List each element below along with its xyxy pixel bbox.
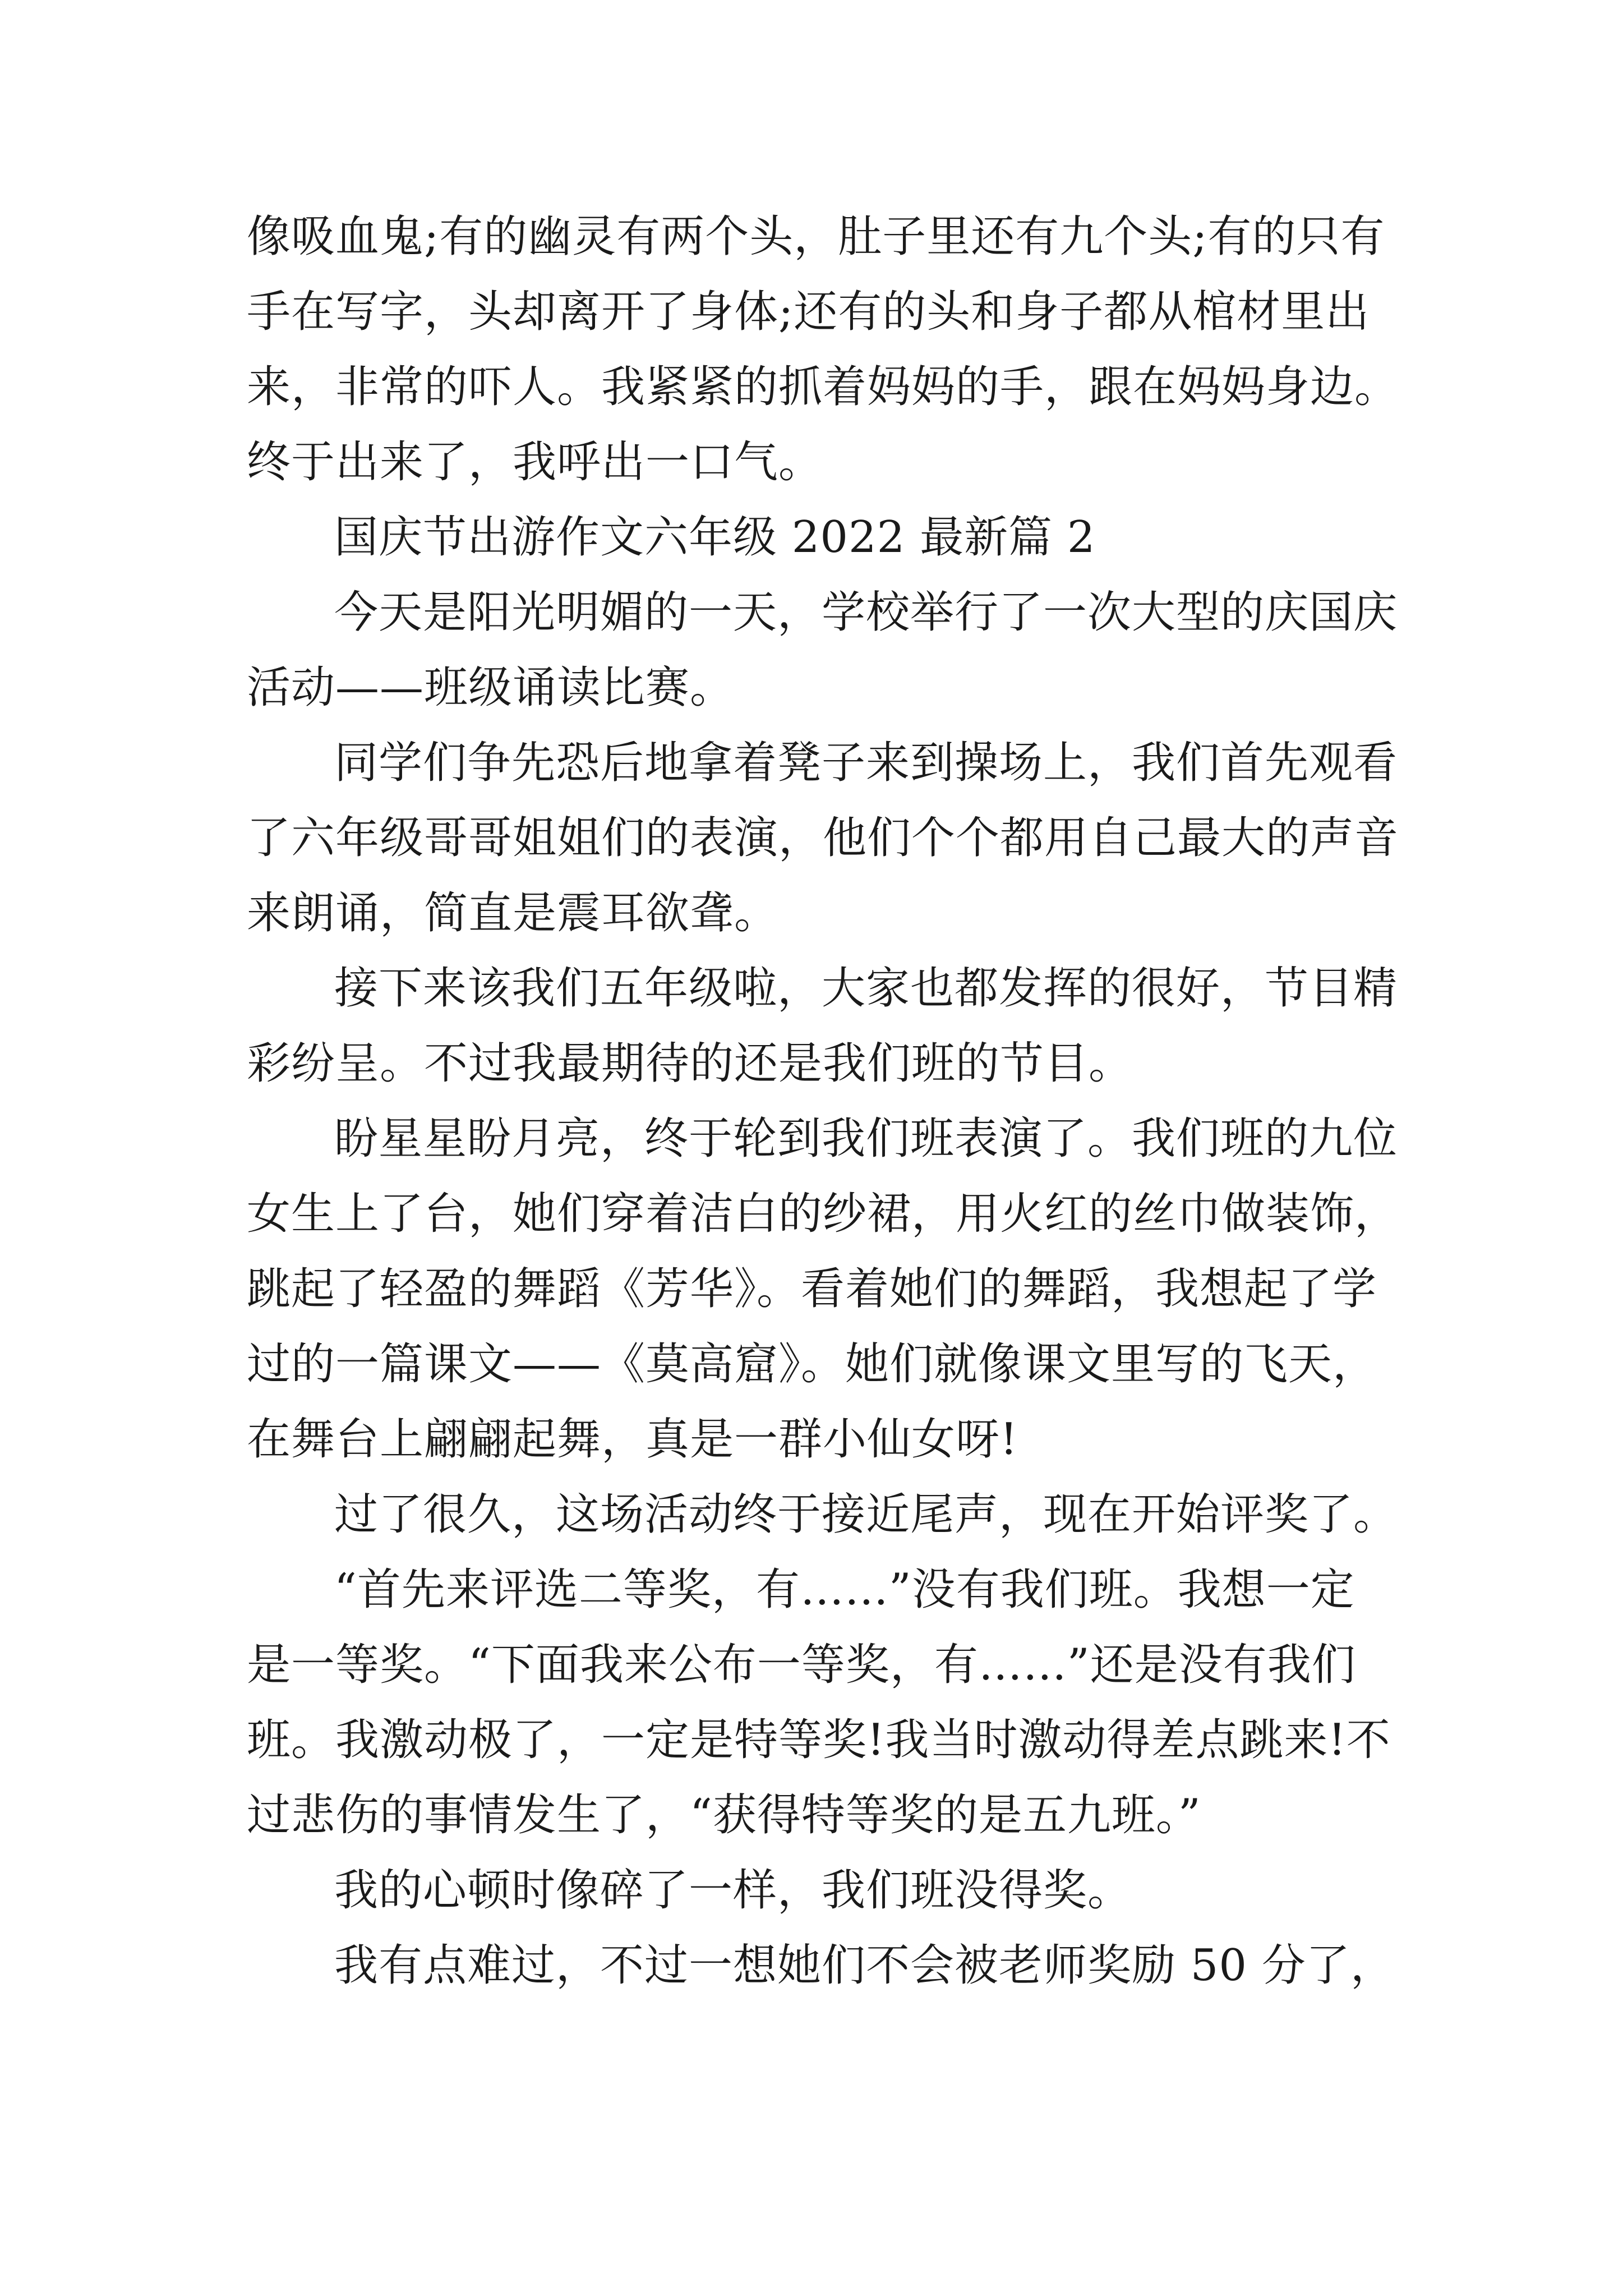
text-line: 像吸血鬼;有的幽灵有两个头，肚子里还有九个头;有的只有 <box>247 211 1385 262</box>
text-line: 同学们争先恐后地拿着凳子来到操场上，我们首先观看 <box>334 738 1398 788</box>
text-line: 过了很久，这场活动终于接近尾声，现在开始评奖了。 <box>334 1489 1398 1540</box>
text-line: 女生上了台，她们穿着洁白的纱裙，用火红的丝巾做装饰， <box>247 1189 1399 1239</box>
section-heading: 国庆节出游作文六年级 2022 最新篇 2 <box>334 512 1096 563</box>
text-line: 在舞台上翩翩起舞，真是一群小仙女呀! <box>247 1414 1018 1465</box>
text-line: 过的一篇课文——《莫高窟》。她们就像课文里写的飞天， <box>247 1339 1377 1389</box>
text-line: 过悲伤的事情发生了，“获得特等奖的是五九班。” <box>247 1790 1201 1841</box>
text-line: 来，非常的吓人。我紧紧的抓着妈妈的手，跟在妈妈身边。 <box>247 362 1399 412</box>
text-line: 彩纷呈。不过我最期待的还是我们班的节目。 <box>247 1038 1133 1089</box>
text-line: 活动——班级诵读比赛。 <box>247 662 735 713</box>
text-line: “首先来评选二等奖，有……”没有我们班。我想一定 <box>334 1565 1355 1615</box>
text-line: 了六年级哥哥姐姐们的表演，他们个个都用自己最大的声音 <box>247 813 1399 863</box>
text-line: 今天是阳光明媚的一天，学校举行了一次大型的庆国庆 <box>334 587 1398 638</box>
text-line: 跳起了轻盈的舞蹈《芳华》。看着她们的舞蹈，我想起了学 <box>247 1264 1377 1314</box>
essay-text <box>247 199 1402 2003</box>
text-line: 我的心顿时像碎了一样，我们班没得奖。 <box>334 1865 1132 1916</box>
text-line: 我有点难过，不过一想她们不会被老师奖励 50 分了， <box>334 1940 1395 1991</box>
text-line: 班。我激动极了，一定是特等奖!我当时激动得差点跳来!不 <box>247 1715 1391 1765</box>
text-line: 盼星星盼月亮，终于轮到我们班表演了。我们班的九位 <box>334 1114 1398 1164</box>
text-line: 手在写字，头却离开了身体;还有的头和身子都从棺材里出 <box>247 287 1370 337</box>
text-line: 终于出来了，我呼出一口气。 <box>247 437 823 487</box>
text-line: 来朗诵，简直是震耳欲聋。 <box>247 888 779 938</box>
text-line: 是一等奖。“下面我来公布一等奖，有……”还是没有我们 <box>247 1640 1356 1690</box>
text-line: 接下来该我们五年级啦，大家也都发挥的很好，节目精 <box>334 963 1398 1014</box>
